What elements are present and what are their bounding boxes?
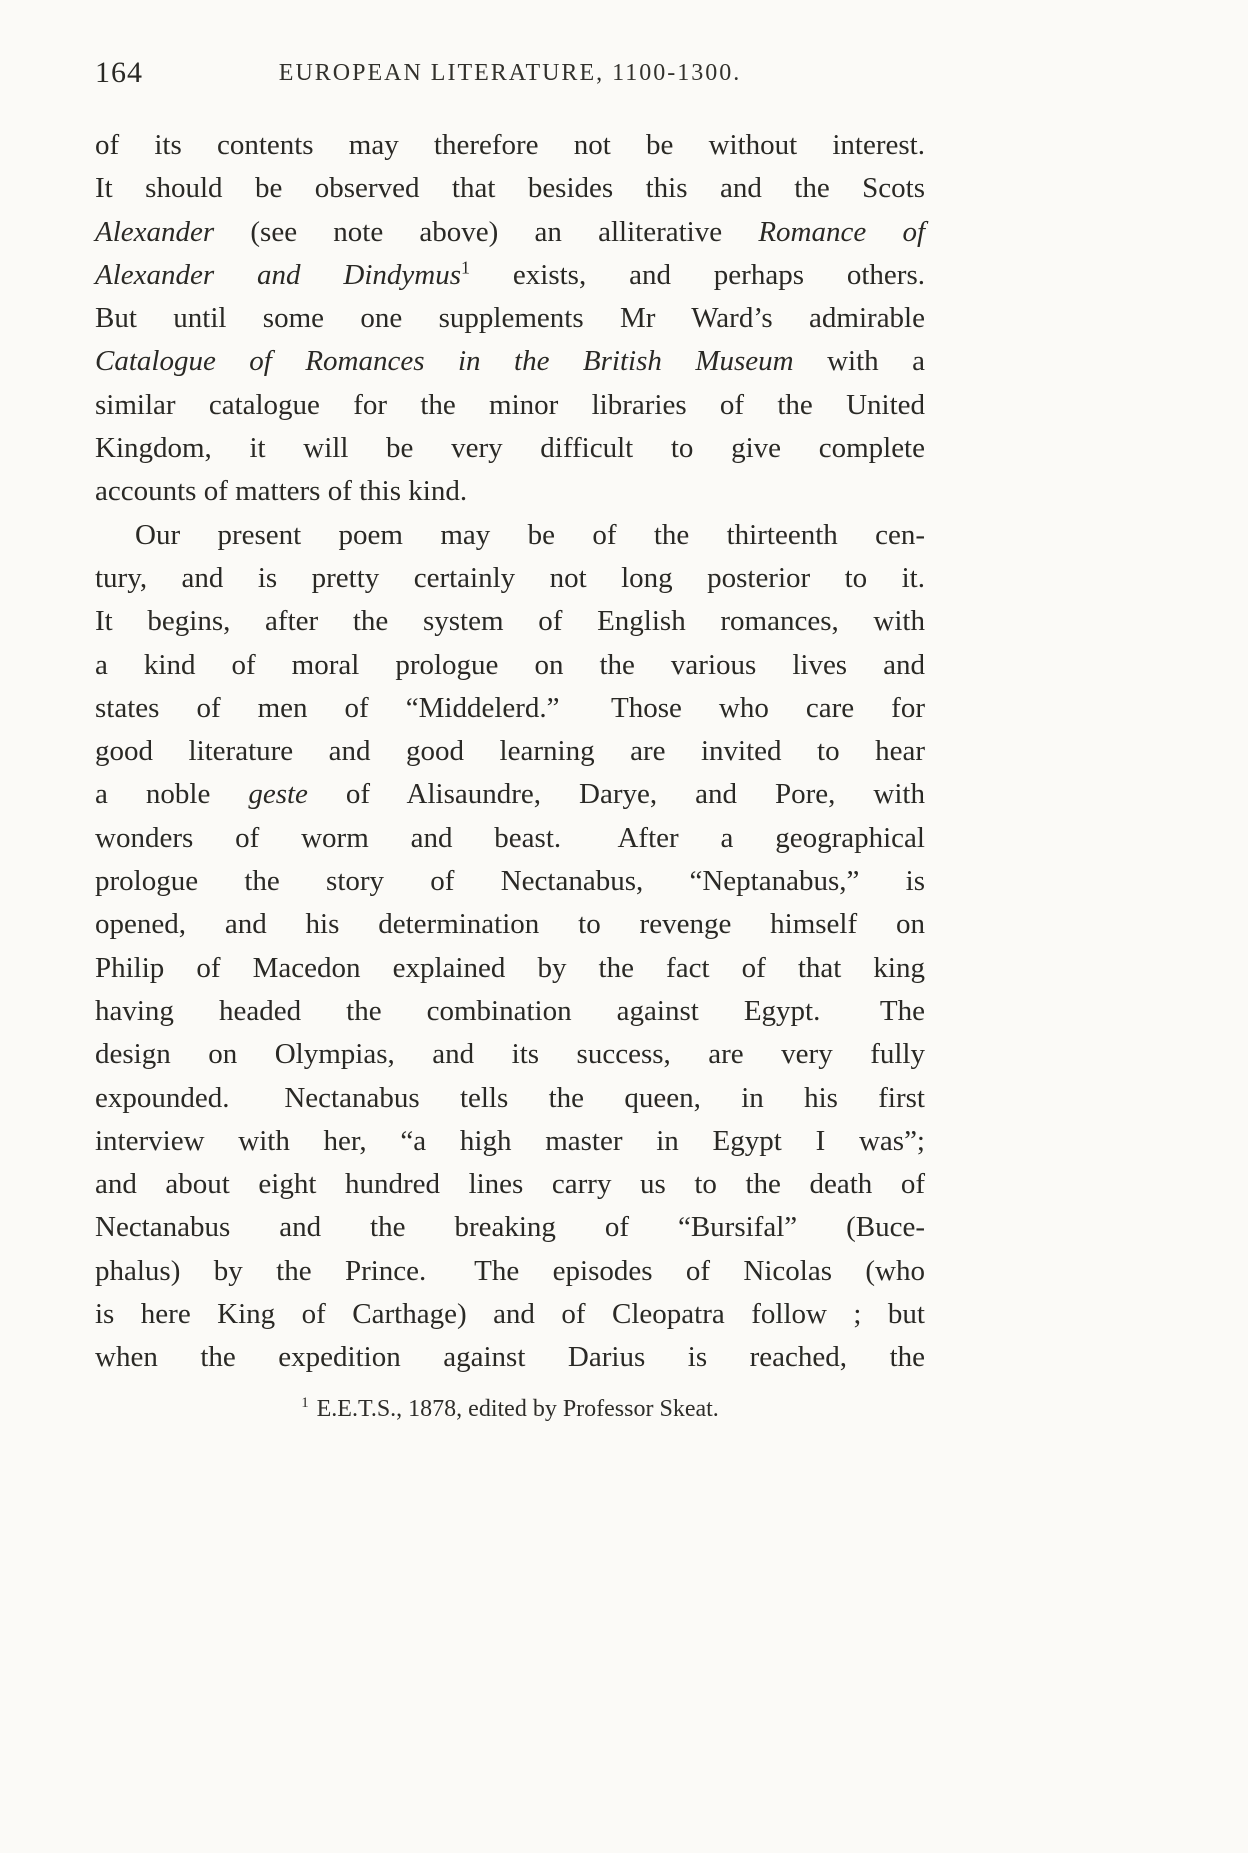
text-line bbox=[95, 817, 925, 860]
footnote-text: E.E.T.S., 1878, edited by Professor Skeat. bbox=[316, 1396, 719, 1422]
italic-segment: geste bbox=[248, 778, 308, 811]
text-line bbox=[95, 167, 925, 210]
text-segment: with a bbox=[793, 345, 925, 378]
text-segment: Kingdom, it will be very difficult to give complete bbox=[95, 432, 925, 465]
text-line bbox=[95, 1250, 925, 1293]
text-line bbox=[95, 470, 925, 513]
text-segment: Nectanabus and the breaking of “Bursifal” (Buce- bbox=[95, 1211, 925, 1244]
text-segment: accounts of matters of this kind. bbox=[95, 475, 468, 508]
text-line bbox=[95, 211, 925, 254]
text-line bbox=[95, 340, 925, 383]
text-segment: a noble bbox=[95, 778, 249, 811]
running-head: EUROPEAN LITERATURE, 1100-1300. bbox=[278, 60, 742, 86]
footnote bbox=[95, 1396, 925, 1423]
footnote-marker: 1 bbox=[301, 1395, 309, 1411]
text-line bbox=[95, 600, 925, 643]
text-line bbox=[95, 860, 925, 903]
text-segment: expounded. Nectanabus tells the queen, in his first bbox=[95, 1081, 925, 1114]
text-line bbox=[95, 947, 925, 990]
italic-segment: Catalogue of Romances in the British Museum bbox=[95, 345, 794, 378]
text-line bbox=[95, 124, 925, 167]
text-line bbox=[95, 1206, 925, 1249]
text-line bbox=[95, 1293, 925, 1336]
footnote-reference: 1 bbox=[461, 257, 471, 278]
text-segment: wonders of worm and beast. After a geographical bbox=[95, 821, 925, 854]
italic-segment: Alexander bbox=[95, 215, 215, 248]
text-segment: similar catalogue for the minor libraries of the United bbox=[95, 388, 925, 421]
text-segment: having headed the combination against Egypt. The bbox=[95, 994, 925, 1027]
text-segment: when the expedition against Darius is reached, the bbox=[95, 1341, 925, 1374]
text-segment: design on Olympias, and its success, are very fully bbox=[95, 1038, 925, 1071]
text-segment: a kind of moral prologue on the various lives and bbox=[95, 648, 925, 681]
text-line bbox=[95, 297, 925, 340]
page-number: 164 bbox=[95, 56, 143, 89]
text-segment: of its contents may therefore not be without interest. bbox=[95, 129, 925, 161]
text-line bbox=[95, 903, 925, 946]
text-segment: and about eight hundred lines carry us to the death of bbox=[95, 1168, 925, 1201]
text-line bbox=[95, 557, 925, 600]
text-line bbox=[95, 1033, 925, 1076]
text-segment: opened, and his determination to revenge himself on bbox=[95, 908, 925, 941]
text-segment: (see note above) an alliterative bbox=[214, 215, 759, 248]
text-segment: states of men of “Middelerd.” Those who care for bbox=[95, 691, 925, 724]
text-segment: exists, and perhaps others. bbox=[470, 258, 925, 291]
text-segment: is here King of Carthage) and of Cleopatra follow ; but bbox=[95, 1298, 925, 1331]
text-segment: Philip of Macedon explained by the fact of that king bbox=[95, 951, 925, 984]
text-segment: phalus) by the Prince. The episodes of Nicolas (who bbox=[95, 1254, 925, 1287]
page-header bbox=[95, 56, 925, 92]
text-segment: prologue the story of Nectanabus, “Neptanabus,” is bbox=[95, 865, 925, 898]
text-segment: But until some one supplements Mr Ward’s admirable bbox=[95, 302, 925, 335]
text-segment: interview with her, “a high master in Egypt I was”; bbox=[95, 1124, 925, 1157]
text-line bbox=[95, 1120, 925, 1163]
text-line bbox=[95, 254, 925, 297]
italic-segment: Alexander and Dindymus bbox=[95, 258, 462, 291]
text-segment: of Alisaundre, Darye, and Pore, with bbox=[307, 778, 925, 811]
text-line bbox=[95, 427, 925, 470]
text-segment: It begins, after the system of English romances, with bbox=[95, 605, 925, 638]
italic-segment: Romance of bbox=[758, 215, 925, 248]
text-line bbox=[95, 773, 925, 816]
text-line bbox=[95, 1336, 925, 1379]
text-line bbox=[95, 644, 925, 687]
text-line bbox=[95, 687, 925, 730]
text-segment: tury, and is pretty certainly not long posterior to it. bbox=[95, 561, 925, 594]
text-line bbox=[95, 990, 925, 1033]
text-body bbox=[95, 124, 925, 1380]
text-line bbox=[95, 730, 925, 773]
text-segment: good literature and good learning are invited to hear bbox=[95, 735, 925, 768]
text-line bbox=[95, 1077, 925, 1120]
text-line bbox=[95, 384, 925, 427]
text-segment: It should be observed that besides this and the Scots bbox=[95, 172, 925, 205]
text-segment: Our present poem may be of the thirteenth cen- bbox=[135, 518, 925, 551]
text-line bbox=[95, 514, 925, 557]
text-line bbox=[95, 1163, 925, 1206]
